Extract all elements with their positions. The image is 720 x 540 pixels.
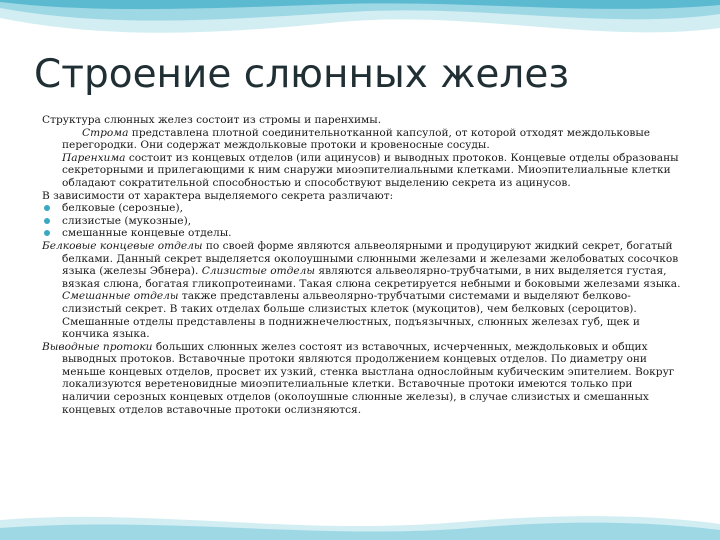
- paragraph-ducts: [42, 341, 682, 417]
- paragraph-end-pieces: [42, 240, 682, 341]
- term-mucous: Слизистые отделы: [201, 265, 316, 278]
- term-mixed: Смешанные отделы: [62, 290, 179, 303]
- term-parenchyma: Паренхима: [62, 151, 126, 164]
- ducts-text: больших слюнных желез состоят из вставочных, исчерченных, междольковых и общих выводных протоков. Вставочные протоки являются продолжением концевых отделов. По диаметру они меньше концевых отделов, просвет их узкий, стенка выстлана однослойным кубическим эпителием. Вокруг локализуются веретеновидные миоэпителиальные клетки. Вставочные протоки имеются только при наличии серозных концевых отделов (околоушные слюнные железы), в случае слизистых и смешанных концевых отделов вставочные протоки ослизняются.: [62, 340, 675, 416]
- paragraph-parenchyma: [42, 152, 682, 190]
- mixed-text: также представлены альвеолярно-трубчатыми системами и выделяют белково-слизистый секрет. В таких отделах больше слизистых клеток (мукоцитов), чем белковых (сероцитов). Смешанные отделы представлены в поднижнечелюстных, подъязычных, слюнных железах губ, щек и кончика языка.: [62, 290, 640, 341]
- top-wave-decoration: [0, 0, 720, 46]
- term-serous: Белковые концевые отделы: [42, 239, 203, 252]
- paragraph-stroma: [42, 127, 682, 152]
- bullet-icon: [44, 205, 50, 211]
- list-item: [42, 227, 682, 240]
- paragraph-classification: В зависимости от характера выделяемого секрета различают:: [42, 189, 394, 202]
- stroma-text: представлена плотной соединительнотканной капсулой, от которой отходят междольковые перегородки. Они содержат междольковые протоки и кровеносные сосуды.: [62, 126, 651, 152]
- slide-title: Строение слюнных желез: [34, 52, 570, 97]
- term-stroma: Строма: [82, 126, 129, 139]
- term-ducts: Выводные протоки: [42, 340, 153, 353]
- bottom-wave-decoration: [0, 506, 720, 540]
- bullet-icon: [44, 218, 50, 224]
- list-item-label: белковые (серозные),: [62, 202, 183, 215]
- slide-body: [42, 114, 682, 416]
- bullet-icon: [44, 230, 50, 236]
- mucous-text: являются альвеолярно-трубчатыми, в них выделяется густая, вязкая слюна, богатая гликопротеинами. Такая слюна секретируется небными и боковыми железами языка.: [62, 265, 681, 290]
- list-item-label: слизистые (мукозные),: [62, 214, 192, 227]
- serous-text: по своей форме являются альвеолярными и продуцируют жидкий секрет, богатый белками. Данный секрет выделяется околоушными слюнными железами и железами желобоватых сосочков языка (железы Эбнера).: [62, 239, 679, 278]
- parenchyma-text: состоит из концевых отделов (или ацинусов) и выводных протоков. Концевые отделы образованы секреторными и прилегающими к ним снаружи миоэпителиальными клетками. Миоэпителиальные клетки обладают сократительной способностью и способствуют выделению секрета из ацинусов.: [62, 151, 679, 189]
- list-item-label: смешанные концевые отделы.: [62, 227, 232, 240]
- list-item: [42, 202, 682, 215]
- paragraph-structure: Структура слюнных желез состоит из стромы и паренхимы.: [42, 114, 382, 126]
- list-item: [42, 215, 682, 228]
